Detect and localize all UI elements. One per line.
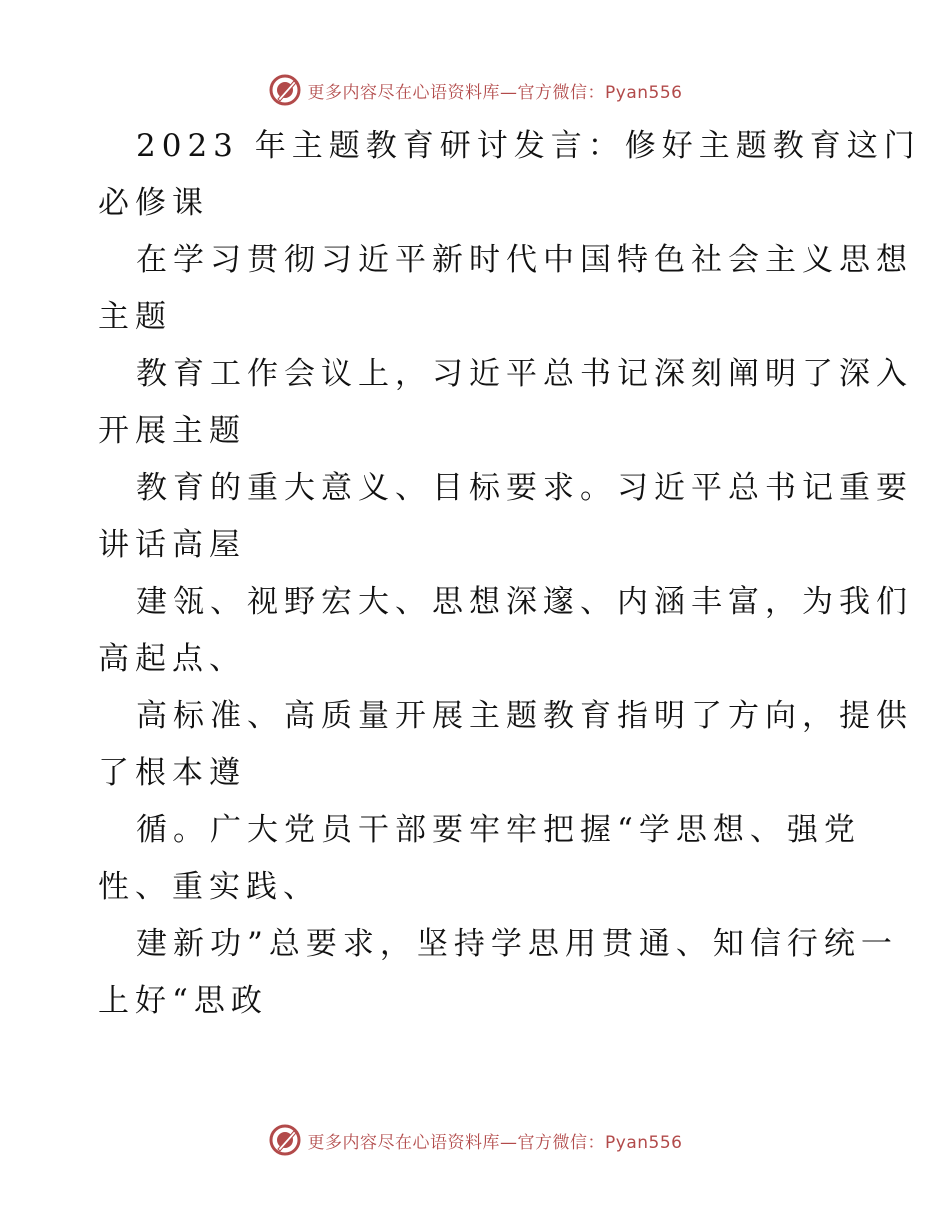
text-line: 教育工作会议上，习近平总书记深刻阐明了深入 [136,356,913,392]
text-line: 高起点、 [98,641,246,677]
text-line: 高标准、高质量开展主题教育指明了方向，提供 [136,698,913,734]
text-line: 讲话高屋 [98,527,246,563]
text-line: 在学习贯彻习近平新时代中国特色社会主义思想 [136,242,913,278]
text-line: 必修课 [98,185,209,221]
pen-seal-logo-icon [268,73,302,107]
watermark-text: 更多内容尽在心语资料库—官方微信：Pyan556 [307,82,683,103]
text-line: 循。广大党员干部要牢牢把握“学思想、强党 [136,812,861,848]
footer-watermark [0,1120,950,1160]
text-line: 了根本遵 [98,755,246,791]
text-line: 教育的重大意义、目标要求。习近平总书记重要 [136,470,913,506]
text-line: 上好“思政 [98,983,268,1019]
header-watermark [0,70,950,110]
document-body [98,118,921,1030]
text-line: 2023 年主题教育研讨发言：修好主题教育这门 [136,128,921,164]
text-line: 建新功”总要求，坚持学思用贯通、知信行统一 [136,926,898,962]
watermark-text: 更多内容尽在心语资料库—官方微信：Pyan556 [307,1132,683,1153]
text-line: 建瓴、视野宏大、思想深邃、内涵丰富，为我们 [136,584,913,620]
text-line: 开展主题 [98,413,246,449]
text-line: 主题 [98,299,172,335]
text-line: 性、重实践、 [98,869,320,905]
pen-seal-logo-icon [268,1123,302,1157]
